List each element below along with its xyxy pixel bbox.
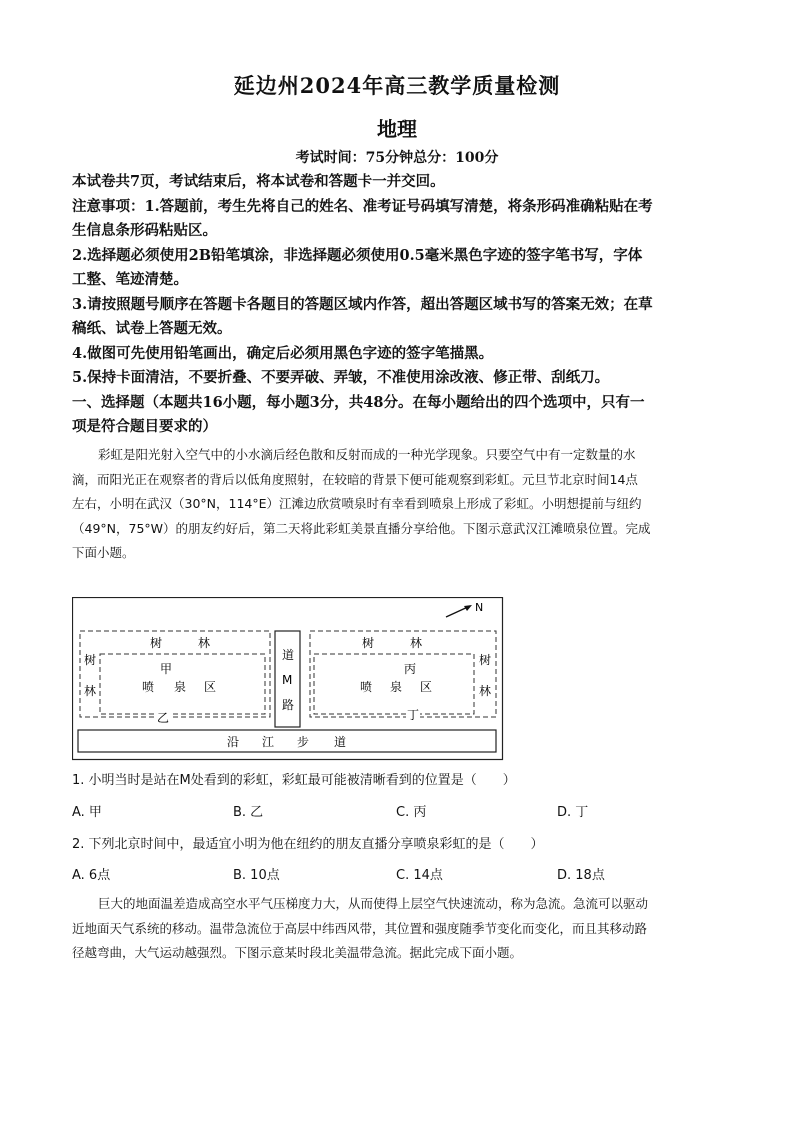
q1-option-c: C. 丙: [396, 805, 427, 820]
passage-line: 滴，而阳光正在观察者的背后以低角度照射，在较暗的背景下便可能观察到彩虹。元旦节北京时间14点: [72, 471, 638, 487]
north-label: N: [475, 601, 484, 614]
point-ding: 丁: [407, 708, 420, 722]
passage-line: 巨大的地面温差造成高空水平气压梯度力大，从而使得上层空气快速流动，称为急流。急流可以驱动: [98, 896, 649, 911]
instruction-line: 工整、笔迹清楚。: [72, 271, 188, 288]
instruction-line: 3.请按照题号顺序在答题卡各题目的答题区域内作答，超出答题区域书写的答案无效；在草: [72, 296, 653, 313]
walkway-char-4: 道: [334, 735, 347, 749]
right-trees-label-2: 林: [410, 636, 423, 650]
instruction-line: 4.做图可先使用铅笔画出，确定后必须用黑色字迹的签字笔描黑。: [72, 345, 494, 362]
q2-option-c: C. 14点: [396, 868, 443, 883]
left-zone-char-2: 泉: [174, 680, 187, 694]
q2-option-b: B. 10点: [233, 868, 280, 883]
left-side-trees-2: 林: [84, 684, 97, 698]
instruction-line: 稿纸、试卷上答题无效。: [72, 320, 232, 337]
passage-line: 左右，小明在武汉（30°N，114°E）江滩边欣赏喷泉时有幸看到喷泉上形成了彩虹。小明想提前与纽约: [72, 496, 642, 511]
left-zone-char-3: 区: [204, 680, 217, 694]
exam-title: 延边州2024年高三教学质量检测: [233, 73, 561, 98]
q1-option-d: D. 丁: [557, 805, 589, 820]
road-char-m: M: [282, 673, 293, 687]
right-side-trees-1: 树: [479, 653, 492, 667]
instruction-line: 本试卷共7页，考试结束后，将本试卷和答题卡一并交回。: [72, 173, 445, 190]
passage-line: （49°N，75°W）的朋友约好后，第二天将此彩虹美景直播分享给他。下图示意武汉江滩喷泉位置。完成: [72, 520, 651, 536]
walkway-char-1: 沿: [227, 735, 240, 749]
point-yi: 乙: [157, 711, 170, 725]
instruction-line: 5.保持卡面清洁，不要折叠、不要弄破、弄皱，不准使用涂改液、修正带、刮纸刀。: [72, 369, 610, 386]
road-char-2: 路: [282, 698, 295, 712]
q2-option-d: D. 18点: [557, 868, 605, 883]
passage-rainbow: [72, 443, 724, 566]
right-side-trees-2: 林: [479, 684, 492, 698]
q1-option-b: B. 乙: [233, 805, 264, 820]
instruction-line: 2.选择题必须使用2B铅笔填涂，非选择题必须使用0.5毫米黑色字迹的签字笔书写，字体: [72, 247, 643, 264]
subject-title: 地理: [377, 117, 417, 141]
right-trees-label-1: 树: [362, 636, 375, 650]
question-2-stem: 2. 下列北京时间中，最适宜小明为他在纽约的朋友直播分享喷泉彩虹的是（ ）: [72, 837, 544, 852]
point-jia: 甲: [160, 662, 173, 676]
instruction-line: 生信息条形码粘贴区。: [72, 222, 217, 239]
right-zone-char-3: 区: [420, 680, 433, 694]
exam-info: 考试时间：75分钟总分：100分: [295, 150, 499, 166]
q2-option-a: A. 6点: [72, 868, 111, 883]
right-zone-char-1: 喷: [360, 680, 373, 694]
passage-line: 径越弯曲，大气运动越强烈。下图示意某时段北美温带急流。据此完成下面小题。: [72, 945, 523, 960]
point-bing: 丙: [404, 662, 417, 676]
walkway-char-2: 江: [262, 735, 275, 749]
passage-line: 下面小题。: [72, 545, 135, 560]
left-zone-char-1: 喷: [142, 680, 155, 694]
right-zone-char-2: 泉: [390, 680, 403, 694]
section-heading: 一、选择题（本题共16小题，每小题3分，共48分。在每小题给出的四个选项中，只有一: [72, 394, 645, 411]
walkway-char-3: 步: [297, 735, 310, 749]
left-trees-label-1: 树: [150, 636, 163, 650]
q1-option-a: A. 甲: [72, 805, 102, 820]
passage-line: 彩虹是阳光射入空气中的小水滴后经色散和反射而成的一种光学现象。只要空气中有一定数量的水: [98, 447, 636, 462]
left-trees-label-2: 林: [198, 636, 211, 650]
section-heading-cont: 项是符合题目要求的）: [72, 418, 217, 435]
instruction-line: 注意事项：1.答题前，考生先将自己的姓名、准考证号码填写清楚，将条形码准确粘贴在考: [72, 198, 653, 215]
question-1-stem: 1. 小明当时是站在M处看到的彩虹，彩虹最可能被清晰看到的位置是（ ）: [72, 773, 516, 788]
left-side-trees-1: 树: [84, 653, 97, 667]
fountain-map-figure: [72, 597, 504, 765]
passage-line: 近地面天气系统的移动。温带急流位于高层中纬西风带，其位置和强度随季节变化而变化，而且其移动路: [72, 920, 648, 936]
fountain-map: [72, 597, 504, 761]
road-char-1: 道: [282, 648, 295, 662]
passage-jet-stream: [72, 892, 724, 966]
